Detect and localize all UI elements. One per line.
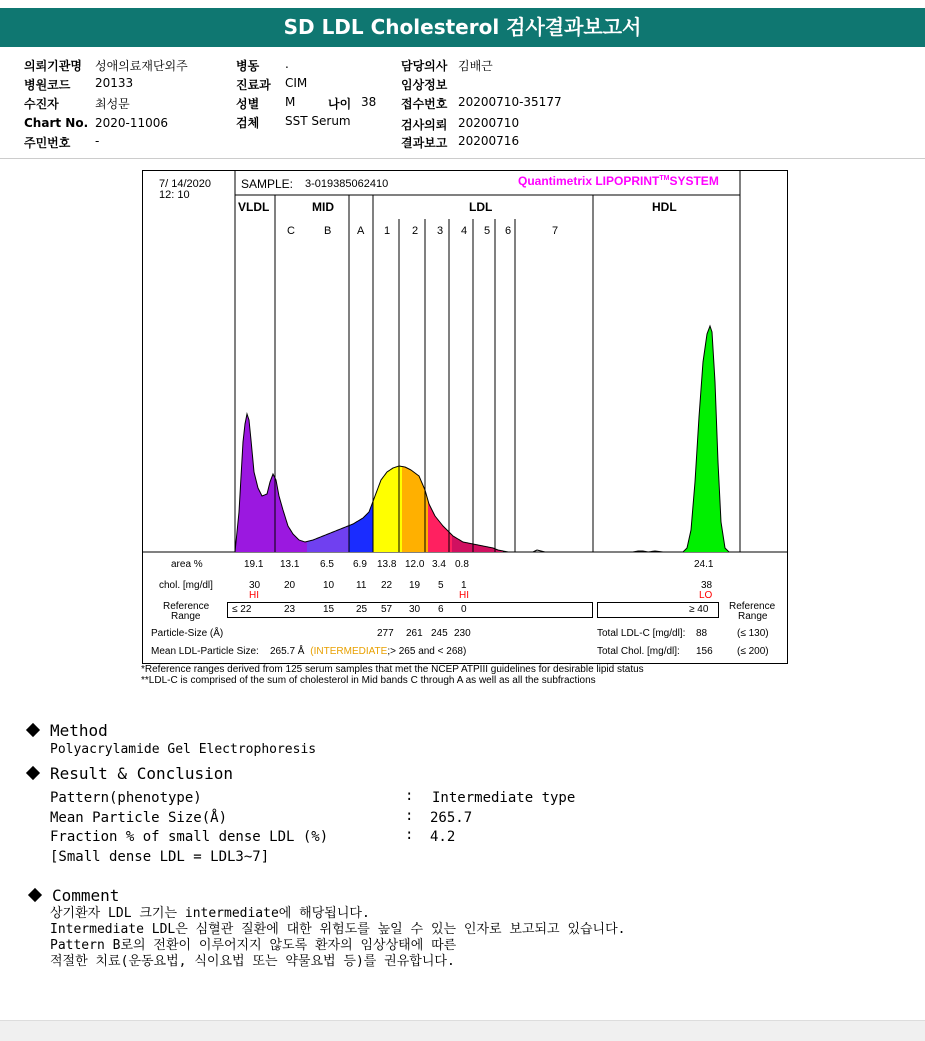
chol-row-label: chol. [mg/dl]	[159, 580, 213, 591]
info-label: 진료과	[236, 78, 271, 92]
result-colon: :	[405, 827, 414, 843]
band-label: 1	[384, 225, 391, 237]
info-value: .	[285, 57, 289, 71]
total-chol-ref: (≤ 200)	[737, 646, 769, 657]
info-label: 수진자	[24, 97, 59, 111]
reference-value: 6	[438, 604, 444, 615]
total-chol-value: 156	[696, 646, 713, 657]
band-label: 3	[437, 225, 444, 237]
chol-value: 30	[249, 580, 261, 591]
band-label: 2	[412, 225, 419, 237]
chol-value: 19	[409, 580, 421, 591]
diamond-bullet-icon	[28, 888, 42, 902]
comment-line: 적절한 치료(운동요법, 식이요법 또는 약물요법 등)를 권유합니다.	[50, 954, 455, 969]
reference-value: 0	[461, 604, 467, 615]
report-time: 12: 10	[159, 189, 190, 201]
particle-size-value: 230	[454, 628, 471, 639]
reference-value: 30	[409, 604, 421, 615]
comment-section	[30, 886, 119, 905]
band-label: B	[324, 225, 332, 237]
sample-label: SAMPLE:	[241, 177, 294, 191]
mean-ldl-value	[270, 646, 466, 657]
info-label: 의뢰기관명	[24, 59, 82, 73]
reference-label: Reference	[163, 601, 210, 612]
reference-label: Range	[171, 611, 201, 622]
sample-id: 3-019385062410	[305, 178, 389, 190]
total-ldl-ref: (≤ 130)	[737, 628, 769, 639]
info-value: -	[95, 134, 100, 148]
chol-value: 22	[381, 580, 393, 591]
comment-line: Pattern B로의 전환이 이루어지지 않도록 환자의 임상상태에 따른	[50, 938, 457, 953]
info-value: 김배근	[458, 59, 493, 73]
info-value: 20200710-35177	[458, 95, 562, 109]
reference-label-right: Reference	[729, 601, 776, 612]
reference-value: ≤ 22	[232, 604, 252, 615]
area-value: 12.0	[405, 559, 425, 570]
info-value: 20133	[95, 76, 134, 90]
chol-flag-hi: HI	[249, 590, 259, 601]
patient-info	[0, 0, 925, 160]
divider	[0, 158, 925, 159]
mean-ldl-label: Mean LDL-Particle Size:	[151, 646, 259, 657]
info-label: 접수번호	[401, 97, 448, 111]
mid-b-fill	[307, 526, 349, 552]
group-label-mid: MID	[312, 200, 334, 214]
result-value: Intermediate type	[432, 790, 576, 806]
particle-size-value: 245	[431, 628, 448, 639]
chol-value: 10	[323, 580, 335, 591]
particle-size-value: 261	[406, 628, 423, 639]
area-value: 13.1	[280, 559, 300, 570]
info-label: 나이	[328, 97, 352, 111]
lipoprint-report	[142, 170, 788, 664]
group-label-ldl: LDL	[469, 200, 493, 214]
ldl1-fill	[373, 466, 402, 552]
chol-value: 20	[284, 580, 296, 591]
result-heading	[28, 764, 233, 783]
area-value: 6.5	[320, 559, 334, 570]
total-chol-label: Total Chol. [mg/dl]:	[597, 646, 680, 657]
mean-ldl-class: INTERMEDIATE	[313, 646, 388, 657]
comment-line: 상기환자 LDL 크기는 intermediate에 해당됩니다.	[50, 906, 370, 921]
system-tm: TM	[659, 175, 670, 182]
info-value: CIM	[285, 76, 308, 90]
mean-ldl-range: ;> 265 and < 268)	[387, 646, 467, 657]
info-label: 검체	[236, 116, 260, 130]
info-value: 최성문	[95, 97, 130, 111]
particle-size-value: 277	[377, 628, 394, 639]
band-label: 6	[505, 225, 512, 237]
area-value: 13.8	[377, 559, 397, 570]
band-label: 7	[552, 225, 559, 237]
area-value: 0.8	[455, 559, 469, 570]
info-label: 병동	[236, 59, 260, 73]
footnotes	[141, 664, 644, 686]
page-footer	[0, 1020, 925, 1041]
comment-line: Intermediate LDL은 심혈관 질환에 대한 위험도를 높일 수 있는 인자로 보고되고 있습니다.	[50, 922, 626, 937]
result-note: [Small dense LDL = LDL3~7]	[50, 849, 270, 865]
info-label: 결과보고	[401, 136, 448, 150]
result-colon: :	[405, 788, 414, 804]
area-value: 3.4	[432, 559, 446, 570]
info-label: 병원코드	[24, 78, 71, 92]
result-label: Mean Particle Size(Å)	[50, 810, 228, 826]
reference-value-hdl: ≥ 40	[689, 604, 709, 615]
result-section	[28, 764, 233, 783]
info-value: 성애의료재단외주	[95, 59, 188, 73]
comment-heading	[30, 886, 119, 905]
result-value: 4.2	[430, 829, 456, 845]
result-value: 265.7	[430, 810, 473, 826]
chol-flag-lo: LO	[699, 590, 713, 601]
area-value: 6.9	[353, 559, 367, 570]
reference-label-right: Range	[738, 611, 768, 622]
info-label: 담당의사	[401, 59, 448, 73]
ldl2-fill	[402, 467, 428, 553]
system-name	[518, 174, 719, 188]
footnote: **LDL-C is comprised of the sum of cholesterol in Mid bands C through A as well as all the subfractions	[141, 675, 596, 686]
comment-heading-text: Comment	[52, 886, 120, 905]
reference-value: 57	[381, 604, 393, 615]
info-value: M	[285, 95, 296, 109]
info-label: 주민번호	[24, 136, 71, 150]
chol-value: 5	[438, 580, 444, 591]
chol-flag-hi: HI	[459, 590, 469, 601]
reference-value: 25	[356, 604, 368, 615]
diamond-bullet-icon	[26, 723, 40, 737]
chol-value: 11	[356, 580, 367, 591]
particle-size-label: Particle-Size (Å)	[151, 628, 224, 639]
info-label: 임상정보	[401, 78, 448, 92]
result-label: Pattern(phenotype)	[50, 790, 202, 806]
info-value: 20200710	[458, 116, 520, 130]
method-text: Polyacrylamide Gel Electrophoresis	[50, 742, 317, 757]
total-ldl-label: Total LDL-C [mg/dl]:	[597, 628, 686, 639]
mean-ldl-number: 265.7 Å	[270, 646, 305, 657]
area-row-label: area %	[171, 559, 203, 570]
diamond-bullet-icon	[26, 766, 40, 780]
result-heading-text: Result & Conclusion	[50, 764, 234, 783]
method-heading-text: Method	[50, 721, 108, 740]
info-value: 20200716	[458, 134, 520, 148]
info-value: SST Serum	[285, 114, 351, 128]
comment-body	[50, 906, 626, 970]
result-colon: :	[405, 808, 414, 824]
area-value: 19.1	[244, 559, 264, 570]
info-value: 38	[361, 95, 377, 109]
info-label: 검사의뢰	[401, 118, 448, 132]
mid-a-fill	[349, 501, 373, 552]
system-brand: Quantimetrix LIPOPRINT	[518, 174, 660, 188]
method-section	[28, 721, 316, 757]
report-date: 7/ 14/2020	[159, 178, 211, 190]
mean-ldl-paren: (	[310, 646, 314, 657]
hdl-fill	[679, 326, 740, 552]
info-value: 2020-11006	[95, 116, 169, 130]
method-heading	[28, 721, 316, 740]
system-suffix: SYSTEM	[669, 174, 719, 188]
footnote: *Reference ranges derived from 125 serum samples that met the NCEP ATPIII guidelines for desirable lipid status	[141, 664, 644, 675]
result-label: Fraction % of small dense LDL (%)	[50, 829, 329, 845]
area-value-hdl: 24.1	[694, 559, 714, 570]
band-label: C	[287, 225, 295, 237]
band-label: A	[357, 225, 365, 237]
band-label: 5	[484, 225, 491, 237]
group-label-vldl: VLDL	[238, 200, 270, 214]
report-title: SD LDL Cholesterol 검사결과보고서	[0, 8, 925, 47]
density-curve-outline	[235, 326, 740, 552]
info-label: 성별	[236, 97, 260, 111]
info-label: Chart No.	[24, 116, 89, 130]
reference-value: 15	[323, 604, 335, 615]
total-ldl-value: 88	[696, 628, 708, 639]
reference-value: 23	[284, 604, 296, 615]
chol-value: 1	[461, 580, 467, 591]
chol-value-hdl: 38	[701, 580, 713, 591]
band-label: 4	[461, 225, 468, 237]
group-label-hdl: HDL	[652, 200, 677, 214]
